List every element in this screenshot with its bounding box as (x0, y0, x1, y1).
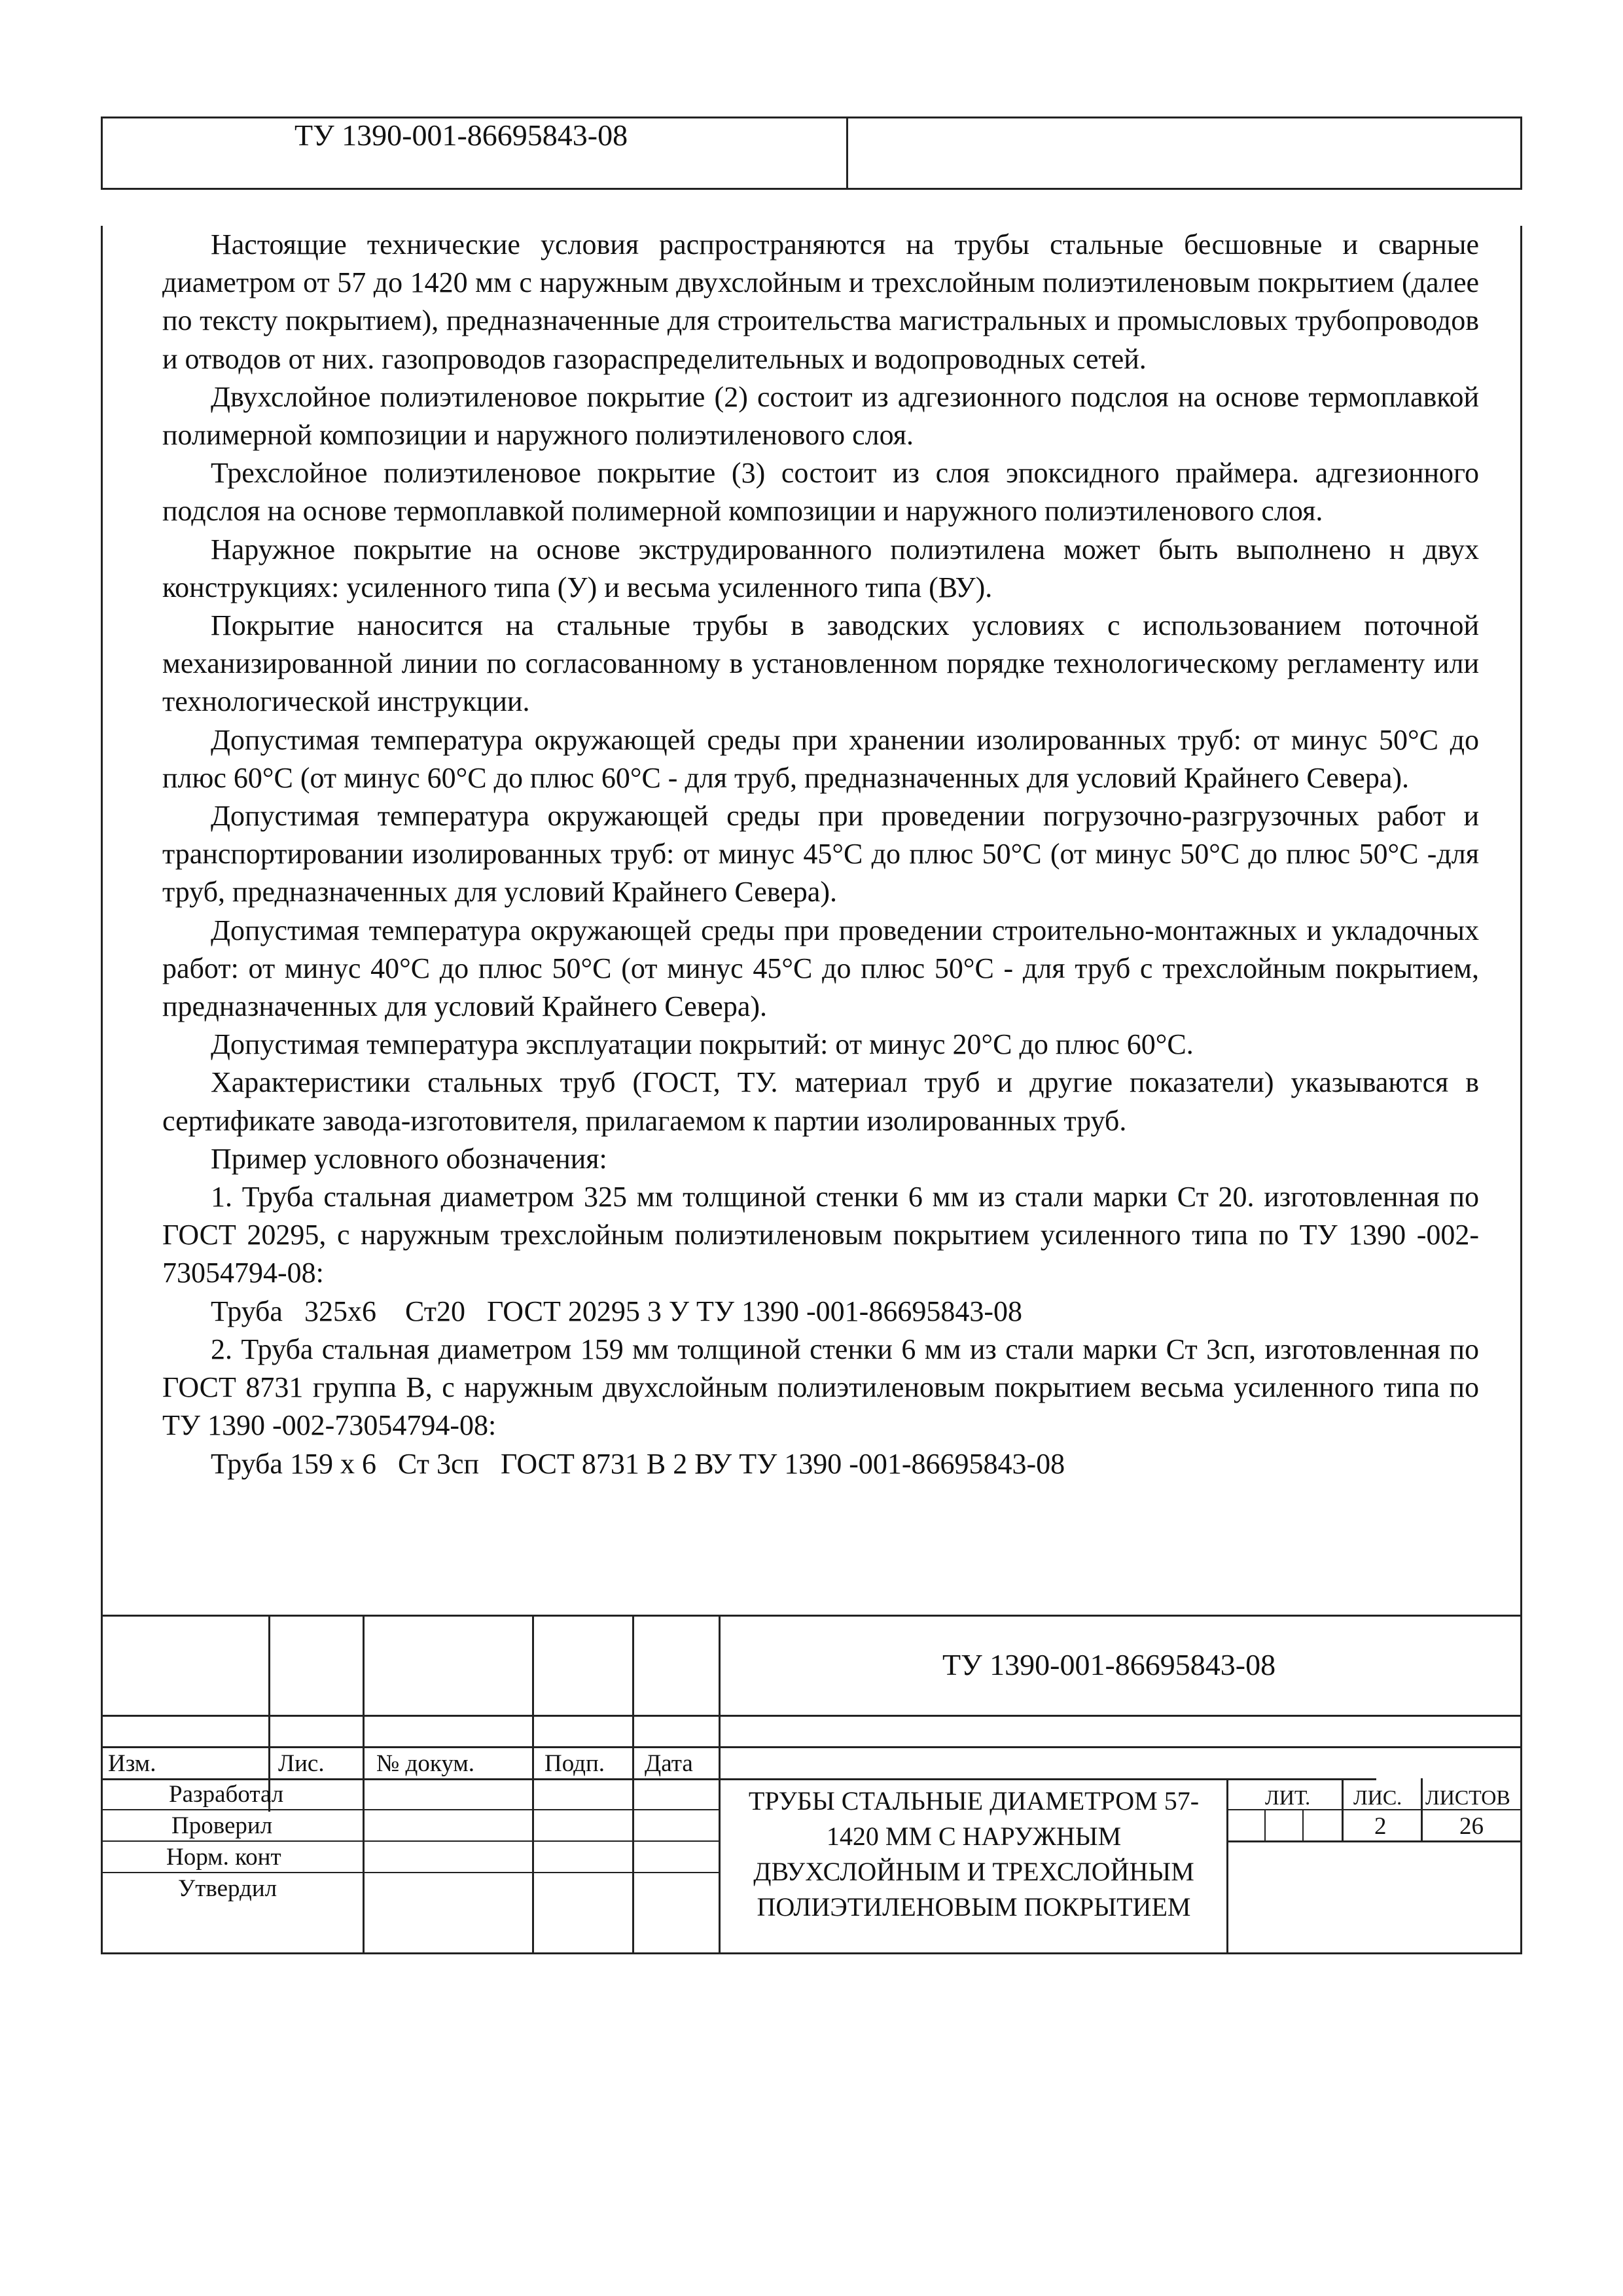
stamp-col-line (1302, 1810, 1304, 1842)
role-norm-kont: Норм. конт (166, 1844, 281, 1871)
stamp-row-line (101, 1840, 720, 1842)
document-title (728, 1784, 1220, 1925)
listov-label: ЛИСТОВ (1425, 1785, 1510, 1809)
lit-label: ЛИТ. (1265, 1785, 1311, 1809)
paragraph: Покрытие наносится на стальные трубы в заводских условиях с использованием поточной механизированной линии по согласованному в установленном порядке технологическому регламенту или технологической инструкции. (162, 609, 1479, 718)
role-proveril: Проверил (171, 1812, 273, 1839)
designation-example-2: Труба 159 х 6 Ст 3сп ГОСТ 8731 В 2 ВУ ТУ 1390 -001-86695843-08 (211, 1447, 1065, 1480)
stamp-row-line (101, 1872, 720, 1873)
stamp-col-line (632, 1615, 634, 1953)
paragraph: Допустимая температура окружающей среды при проведении строительно-монтажных и укладочных работ: от минус 40°С до плюс 50°С (от минус 45°С до плюс 50°С - для труб с трехслойным покрытием, предназначенных для условий Крайнего Севера). (162, 914, 1479, 1023)
stamp-col-line (1264, 1810, 1266, 1842)
left-border (101, 226, 103, 1954)
col-lis-label: Лис. (278, 1750, 325, 1777)
paragraph: 1. Труба стальная диаметром 325 мм толщиной стенки 6 мм из стали марки Ст 20. изготовленная по ГОСТ 20295, с наружным трехслойным полиэтиленовым покрытием усиленного типа по ТУ 1390 -002-73054794-08: (162, 1181, 1479, 1289)
paragraph: Допустимая температура эксплуатации покрытий: от минус 20°С до плюс 60°С. (211, 1028, 1194, 1061)
paragraph: Настоящие технические условия распространяются на трубы стальные бесшовные и сварные диаметром от 57 до 1420 мм с наружным двухслойным и трехслойным полиэтиленовым покрытием (далее по тексту покрытием), предназначенные для строительства магистральных и промысловых трубопроводов и отводов от них. газопроводов газораспределительных и водопроводных сетей. (162, 228, 1479, 375)
title-line: 1420 ММ С НАРУЖНЫМ (826, 1821, 1122, 1851)
role-razrabotal: Разработал (169, 1781, 284, 1808)
col-podp-label: Подп. (544, 1750, 605, 1777)
paragraph: Характеристики стальных труб (ГОСТ, ТУ. материал труб и другие показатели) указываются в сертификате завода-изготовителя, прилагаемом к партии изолированных труб. (162, 1066, 1479, 1137)
header-document-code: ТУ 1390-001-86695843-08 (294, 118, 628, 152)
stamp-col-line (1226, 1778, 1228, 1953)
lis-label: ЛИС. (1353, 1785, 1402, 1809)
stamp-document-code: ТУ 1390-001-86695843-08 (942, 1648, 1276, 1681)
stamp-col-line (719, 1615, 721, 1953)
title-line: ТРУБЫ СТАЛЬНЫЕ ДИАМЕТРОМ 57- (748, 1786, 1200, 1816)
stamp-row-line (1228, 1840, 1522, 1842)
paragraph: Наружное покрытие на основе экструдированного полиэтилена может быть выполнено н двух конструкциях: усиленного типа (У) и весьма усиленного типа (ВУ). (162, 533, 1479, 603)
sheet-total: 26 (1459, 1813, 1484, 1840)
stamp-row-line (101, 1778, 1376, 1780)
paragraph: Допустимая температура окружающей среды при проведении погрузочно-разгрузочных работ и транспортировании изолированных труб: от минус 45°С до плюс 50°С (от минус 50°С до плюс 50°С -для труб, предназначенных для условий Крайнего Севера). (162, 800, 1479, 908)
paragraph: Допустимая температура окружающей среды при хранении изолированных труб: от минус 50°С до плюс 60°С (от минус 60°С до плюс 60°С - для труб, предназначенных для условий Крайнего Севера). (162, 723, 1479, 794)
paragraph: Трехслойное полиэтиленовое покрытие (3) состоит из слоя эпоксидного праймера. адгезионного подслоя на основе термоплавкой полимерной композиции и наружного полиэтиленового слоя. (162, 457, 1479, 528)
col-izm-label: Изм. (108, 1750, 156, 1777)
title-line: ПОЛИЭТИЛЕНОВЫМ ПОКРЫТИЕМ (757, 1892, 1191, 1922)
sheet-number: 2 (1374, 1813, 1387, 1840)
body-text (162, 226, 1479, 1483)
paragraph: Двухслойное полиэтиленовое покрытие (2) состоит из адгезионного подслоя на основе термоплавкой полимерной композиции и наружного полиэтиленового слоя. (162, 380, 1479, 452)
paragraph: 2. Труба стальная диаметром 159 мм толщиной стенки 6 мм из стали марки Ст 3сп, изготовленная по ГОСТ 8731 группа В, с наружным двухслойным полиэтиленовым покрытием весьма усиленного типа по ТУ 1390 -002-73054794-08: (162, 1333, 1479, 1442)
stamp-col-line (363, 1615, 365, 1953)
stamp-bottom-border (101, 1952, 1522, 1954)
paragraph: Пример условного обозначения: (211, 1142, 607, 1175)
col-data-label: Дата (645, 1750, 693, 1777)
designation-example-1: Труба 325х6 Ст20 ГОСТ 20295 3 У ТУ 1390 -001-86695843-08 (211, 1295, 1022, 1327)
right-border (1520, 226, 1522, 1954)
stamp-row-line (101, 1746, 1522, 1748)
stamp-col-line (532, 1615, 534, 1953)
stamp-col-line (1421, 1778, 1423, 1842)
col-dokum-label: № докум. (376, 1750, 475, 1777)
stamp-col-line (1342, 1778, 1344, 1842)
stamp-row-line (101, 1809, 720, 1810)
title-line: ДВУХСЛОЙНЫМ И ТРЕХСЛОЙНЫМ (753, 1857, 1194, 1886)
stamp-top-border (101, 1615, 1522, 1617)
role-utverdil: Утвердил (178, 1875, 277, 1902)
header-divider (846, 117, 848, 190)
stamp-row-line (101, 1715, 1522, 1717)
